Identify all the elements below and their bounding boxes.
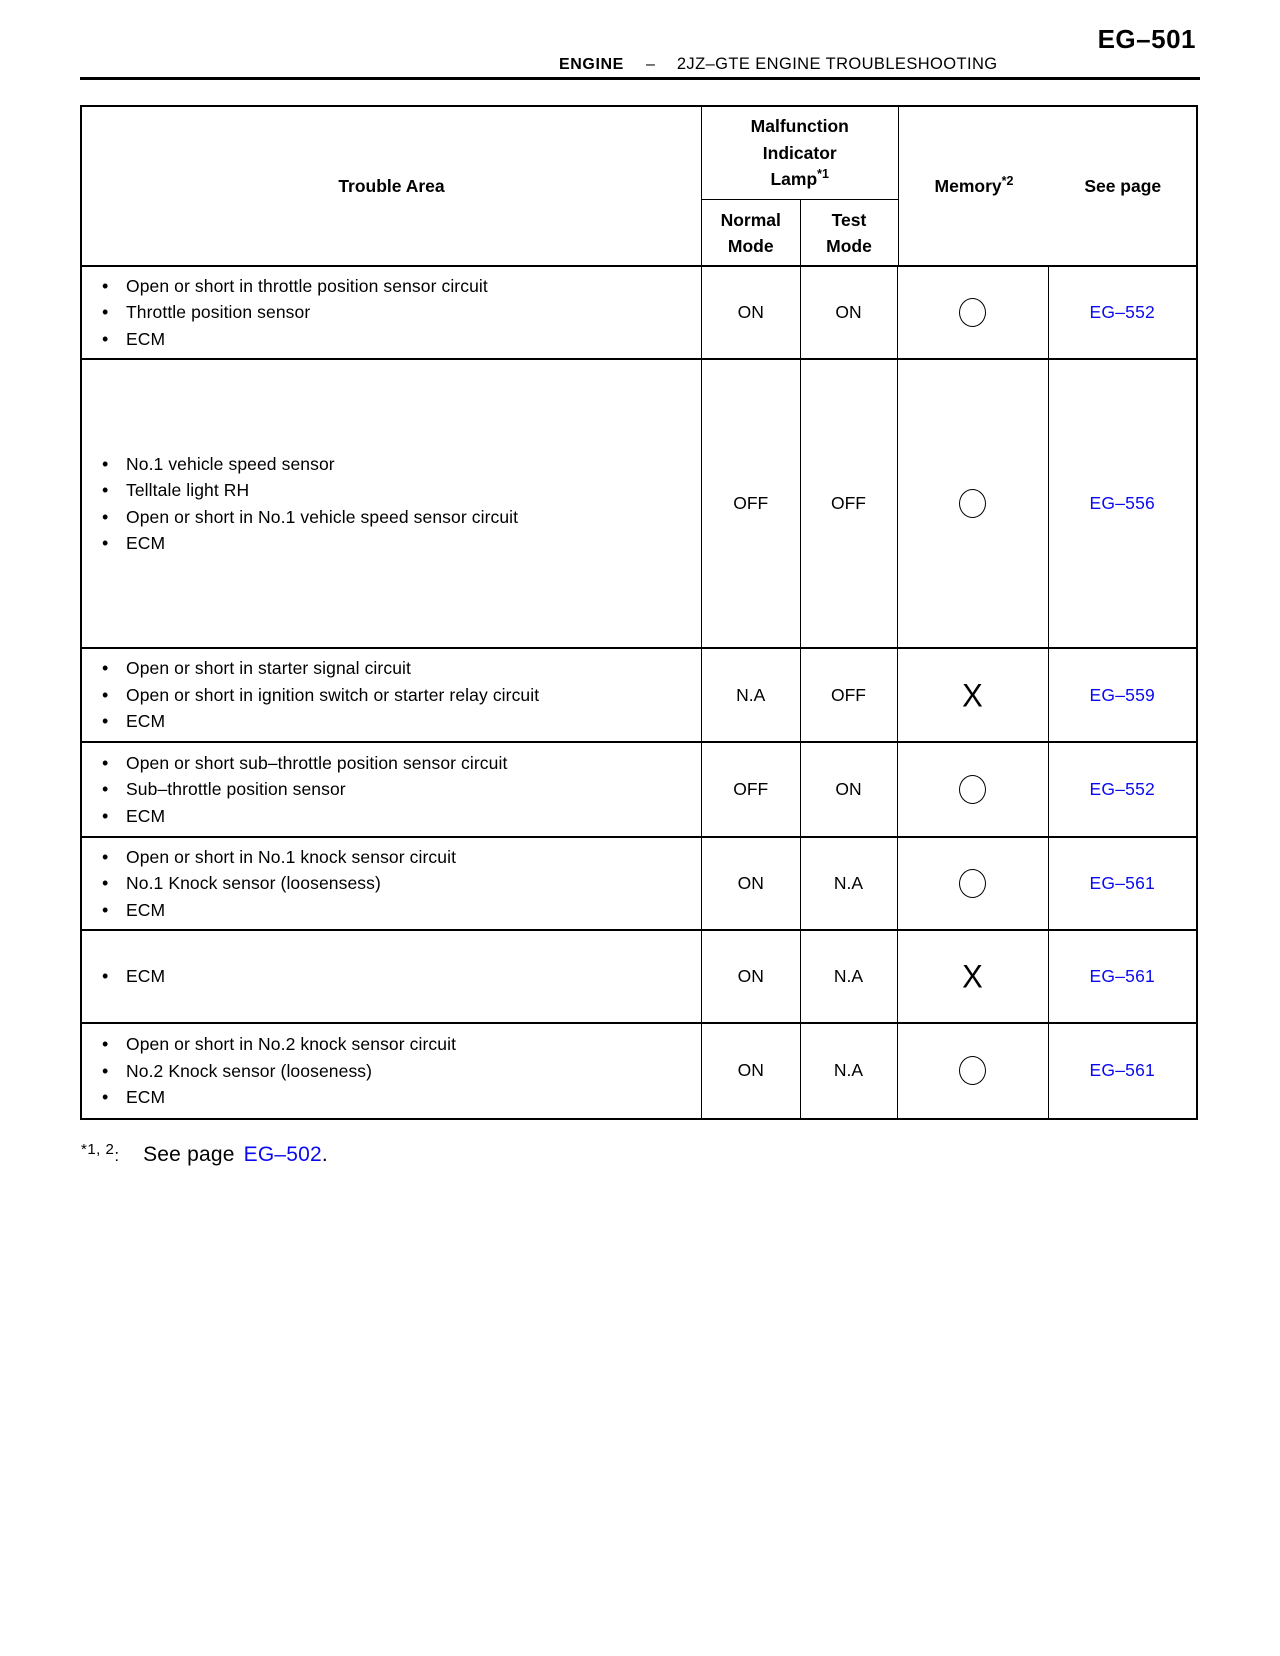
trouble-area-cell (82, 649, 702, 741)
memory-circle-icon (959, 1056, 986, 1085)
table-row (82, 267, 1196, 360)
test-mode-value: ON (801, 743, 898, 836)
column-header-test-mode: Test Mode (826, 209, 872, 256)
footnote-period: . (321, 1143, 328, 1166)
column-header-mil-group (702, 107, 899, 265)
see-page-cell (1049, 360, 1197, 647)
memory-circle-icon (959, 869, 986, 898)
memory-cell (898, 1024, 1049, 1118)
trouble-item: • ECM (99, 326, 701, 353)
table-row (82, 743, 1196, 838)
trouble-item: • No.1 Knock sensor (loosensess) (99, 870, 701, 897)
test-mode-value: N.A (801, 838, 898, 929)
normal-mode-value: N.A (702, 649, 801, 741)
memory-x-symbol: X (962, 958, 983, 995)
see-page-cell (1049, 838, 1197, 929)
memory-cell (898, 649, 1049, 741)
memory-circle-icon (959, 298, 986, 327)
column-header-normal-mode: Normal Mode (702, 200, 801, 265)
memory-cell (898, 931, 1049, 1022)
breadcrumb (559, 55, 998, 74)
column-header-mil (702, 107, 898, 200)
column-header-see-page: See page (1084, 175, 1162, 196)
table-row (82, 931, 1196, 1024)
breadcrumb-title: 2JZ–GTE ENGINE TROUBLESHOOTING (676, 55, 998, 73)
trouble-item: • ECM (99, 530, 701, 557)
memory-cell (898, 267, 1049, 358)
trouble-area-cell (82, 360, 702, 647)
footnote-text: See page (143, 1143, 235, 1166)
trouble-item: • ECM (99, 803, 701, 830)
trouble-area-cell (82, 743, 702, 836)
test-mode-value: ON (801, 267, 898, 358)
table-header-row (82, 107, 1196, 267)
test-mode-value: N.A (801, 931, 898, 1022)
see-page-link[interactable]: EG–552 (1089, 779, 1155, 799)
memory-cell (898, 360, 1049, 647)
trouble-item: • No.1 vehicle speed sensor (99, 451, 701, 478)
normal-mode-value: ON (702, 838, 801, 929)
memory-circle-icon (959, 775, 986, 804)
trouble-item: • Throttle position sensor (99, 299, 701, 326)
troubleshooting-table (80, 105, 1198, 1120)
test-mode-value: OFF (801, 649, 898, 741)
memory-circle-icon (959, 489, 986, 518)
trouble-item: • ECM (99, 708, 701, 735)
memory-cell (898, 743, 1049, 836)
see-page-link[interactable]: EG–559 (1089, 684, 1155, 705)
test-mode-value: N.A (801, 1024, 898, 1118)
footnote-page-link[interactable]: EG–502 (243, 1143, 322, 1166)
trouble-item: • Sub–throttle position sensor (99, 776, 701, 803)
normal-mode-value: ON (702, 1024, 801, 1118)
breadcrumb-section: ENGINE (559, 56, 624, 73)
trouble-item: • Open or short in No.2 knock sensor circuit (99, 1031, 701, 1058)
normal-mode-value: ON (702, 267, 801, 358)
see-page-link[interactable]: EG–552 (1089, 302, 1155, 322)
table-row (82, 360, 1196, 649)
see-page-link[interactable]: EG–556 (1089, 493, 1155, 513)
trouble-area-cell (82, 838, 702, 929)
trouble-item: • ECM (99, 963, 701, 990)
footnote-marker: *1, 2 (81, 1141, 115, 1158)
table-row (82, 838, 1196, 931)
normal-mode-value: OFF (702, 360, 801, 647)
trouble-item: • Open or short in No.1 knock sensor circuit (99, 844, 701, 871)
breadcrumb-separator: – (645, 56, 655, 73)
trouble-item: • Open or short in throttle position sensor circuit (99, 273, 701, 300)
memory-cell (898, 838, 1049, 929)
trouble-area-cell (82, 931, 702, 1022)
test-mode-value: OFF (801, 360, 898, 647)
trouble-item: • Open or short in starter signal circuit (99, 655, 701, 682)
memory-x-symbol: X (962, 676, 983, 714)
column-header-memory (899, 107, 1050, 265)
see-page-link[interactable]: EG–561 (1089, 966, 1155, 986)
see-page-cell (1049, 267, 1197, 358)
trouble-item: • No.2 Knock sensor (looseness) (99, 1058, 701, 1085)
see-page-cell (1049, 649, 1197, 741)
trouble-item: • Open or short in ignition switch or starter relay circuit (99, 682, 701, 709)
table-row (82, 1024, 1196, 1118)
mil-subheader-row (702, 200, 898, 265)
trouble-area-cell (82, 267, 702, 358)
footnote-colon: : (114, 1146, 120, 1165)
see-page-cell (1049, 743, 1197, 836)
see-page-cell (1049, 1024, 1197, 1118)
normal-mode-value: OFF (702, 743, 801, 836)
trouble-area-cell (82, 1024, 702, 1118)
see-page-cell (1049, 931, 1197, 1022)
trouble-item: • Open or short in No.1 vehicle speed sensor circuit (99, 504, 701, 531)
table-row (82, 649, 1196, 743)
mil-footnote-ref: *1 (817, 167, 829, 182)
see-page-link[interactable]: EG–561 (1089, 1060, 1155, 1081)
mil-label: Malfunction Indicator Lamp (750, 116, 849, 190)
trouble-item: • Open or short sub–throttle position sensor circuit (99, 750, 701, 777)
trouble-item: • Telltale light RH (99, 477, 701, 504)
page-number: EG–501 (1097, 24, 1196, 54)
header-rule (80, 77, 1200, 80)
see-page-link[interactable]: EG–561 (1089, 873, 1155, 893)
trouble-item: • ECM (99, 1084, 701, 1111)
column-header-trouble-area: Trouble Area (82, 107, 702, 265)
memory-label: Memory (934, 175, 1002, 196)
memory-footnote-ref: *2 (1001, 173, 1014, 188)
trouble-item: • ECM (99, 897, 701, 924)
footnote (81, 1143, 328, 1167)
normal-mode-value: ON (702, 931, 801, 1022)
